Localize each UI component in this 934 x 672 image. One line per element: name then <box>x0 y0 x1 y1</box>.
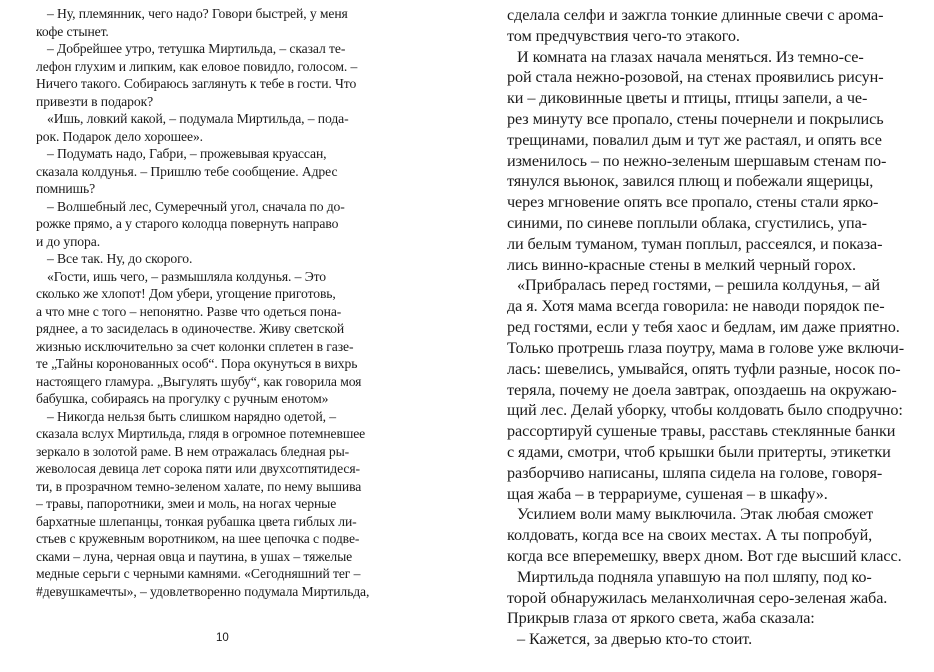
text-line: Только протрешь глаза поутру, мама в голове уже включи- <box>507 338 904 357</box>
text-line: – Волшебный лес, Сумеречный угол, сначала по до- <box>47 198 345 214</box>
text-line: теряла, почему не доела завтрак, опоздаешь на окружаю- <box>507 380 897 399</box>
text-line: изменилось – по нежно-зеленым шершавым стенам по- <box>507 151 887 170</box>
text-line: рок. Подарок дело хорошее». <box>36 128 203 144</box>
text-line: сказала колдунья. – Пришлю тебе сообщение. Адрес <box>36 163 338 179</box>
text-line: «Ишь, ловкий какой, – подумала Миртильда, – пода- <box>47 111 349 126</box>
text-line: – Все так. Ну, до скорого. <box>47 251 193 266</box>
text-line: том предчувствия чего-то этакого. <box>507 26 740 45</box>
text-line: те „Тайны коронованных особ“. Пора окунуться в вихрь <box>36 356 358 371</box>
text-line: – Добрейшее утро, тетушка Миртильда, – сказал те- <box>47 41 346 56</box>
text-line: торой обнаружилась меланхоличная серо-зеленая жаба. <box>507 588 888 607</box>
text-line: а что мне с того – непонятно. Разве что одеться пона- <box>36 303 342 319</box>
text-line: рой стала нежно-розовой, на стенах проявились рисун- <box>507 68 884 87</box>
text-line: рассортируй сушеные травы, расставь стеклянные банки <box>507 422 896 441</box>
text-line: #девушкамечты», – удовлетворенно подумала Миртильда, <box>36 583 370 599</box>
text-line: настоящего гламура. „Выгулять шубу“, как говорила моя <box>36 373 362 389</box>
text-line: – Никогда нельзя быть слишком нарядно одетой, – <box>47 408 336 424</box>
text-line: зеркало в золотой раме. В нем отражалась бледная ры- <box>36 443 350 459</box>
text-line: рез минуту все пропало, стены почернели и покрылись <box>507 110 884 129</box>
text-line: и до упора. <box>36 233 101 249</box>
text-line: – Ну, племянник, чего надо? Говори быстрей, у меня <box>47 6 348 21</box>
text-line: ред гостями, если у тебя хаос и бедлам, им даже приятно. <box>507 318 900 337</box>
text-line: ки – диковинные цветы и птицы, птицы запели, а че- <box>507 89 868 108</box>
text-line: сками – луна, черная овца и паутина, в ушах – тяжелые <box>36 548 353 564</box>
text-line: медные серьги с черными камнями. «Сегодняшний тег – <box>36 566 361 581</box>
text-line: жеволосая девица лет сорока пяти или двухсотпятидеся- <box>36 461 360 476</box>
text-line: Ничего такого. Собираюсь заглянуть к тебе в гости. Что <box>36 76 357 91</box>
text-line: сказала вслух Миртильда, глядя в огромное потемневшее <box>36 426 366 441</box>
text-line: Миртильда подняла упавшую на пол шляпу, под ко- <box>517 567 872 586</box>
text-line: разборчиво написаны, шляпа сидела на голове, говоря- <box>507 463 883 482</box>
text-line: «Гости, ишь чего, – размышляла колдунья. – Это <box>47 268 326 284</box>
text-line: щая жаба – в террариуме, сушеная – в шкафу». <box>507 484 828 503</box>
text-line: – Подумать надо, Габри, – прожевывая круассан, <box>47 146 327 161</box>
text-line: колдовать, когда все на своих местах. А ты попробуй, <box>507 526 873 545</box>
text-line: помнишь? <box>36 181 96 196</box>
text-line: сделала селфи и зажгла тонкие длинные свечи с арома- <box>507 6 884 24</box>
text-line: рожке прямо, а у старого колодца повернуть направо <box>36 216 339 231</box>
text-line: тянулся вьюнок, завился плющ и побежали ящерицы, <box>507 172 874 191</box>
text-line: лефон глухим и липким, как еловое повидло, голосом. – <box>36 58 358 74</box>
text-line: Прикрыв глаза от яркого света, жаба сказала: <box>507 609 815 628</box>
text-line: бабушка, собираясь на прогулку с ручным енотом» <box>36 391 329 406</box>
text-line: ли белым туманом, туман поплыл, рассеялся, и показа- <box>507 234 883 253</box>
text-line: стьев с кружевным воротником, на шее цепочка с подве- <box>36 531 360 546</box>
page-number: 10 <box>216 632 229 644</box>
text-line: сколько же хлопот! Дом убери, угощение приготовь, <box>36 286 336 301</box>
text-line: ряднее, а то засиделась в одиночестве. Живу светской <box>36 321 345 336</box>
text-line: бархатные шлепанцы, тонкая рубашка цвета гиблых ли- <box>36 513 357 529</box>
text-line: кофе стынет. <box>36 23 109 39</box>
text-line: лась: шевелись, умывайся, опять туфли разные, носок по- <box>507 359 901 378</box>
text-line: И комната на глазах начала меняться. Из темно-се- <box>517 47 864 66</box>
text-line: привезти в подарок? <box>36 93 154 109</box>
text-line: лись винно-красные стены в мелкий черный горох. <box>507 255 856 274</box>
text-line: – Кажется, за дверью кто-то стоит. <box>517 630 753 649</box>
text-line: трещинами, повалил дым и тут же растаял, и опять все <box>507 130 882 149</box>
text-line: «Прибралась перед гостями, – решила колдунья, – ай <box>517 276 880 295</box>
text-line: щий лес. Делай уборку, чтобы колдовать было сподручно: <box>507 401 903 420</box>
text-line: когда все вперемешку, вверх дном. Вот где высший класс. <box>507 546 902 565</box>
text-line: жизнью исключительно за счет колонки сплетен в газе- <box>36 338 354 354</box>
text-line: с ядами, смотри, чтоб крышки были притерты, этикетки <box>507 442 891 461</box>
text-line: синими, по синеве поплыли облака, сгустились, упа- <box>507 214 867 233</box>
text-line: да я. Хотя мама всегда говорила: не наводи порядок пе- <box>507 297 885 316</box>
text-line: – травы, папоротники, змеи и моль, на ногах черные <box>36 496 337 511</box>
text-line: Усилием воли маму выключила. Этак любая сможет <box>517 505 874 524</box>
text-line: через мгновение опять все пропало, стены стали ярко- <box>507 193 879 212</box>
text-line: ти, в прозрачном темно-зеленом халате, по нему вышива <box>36 478 362 494</box>
